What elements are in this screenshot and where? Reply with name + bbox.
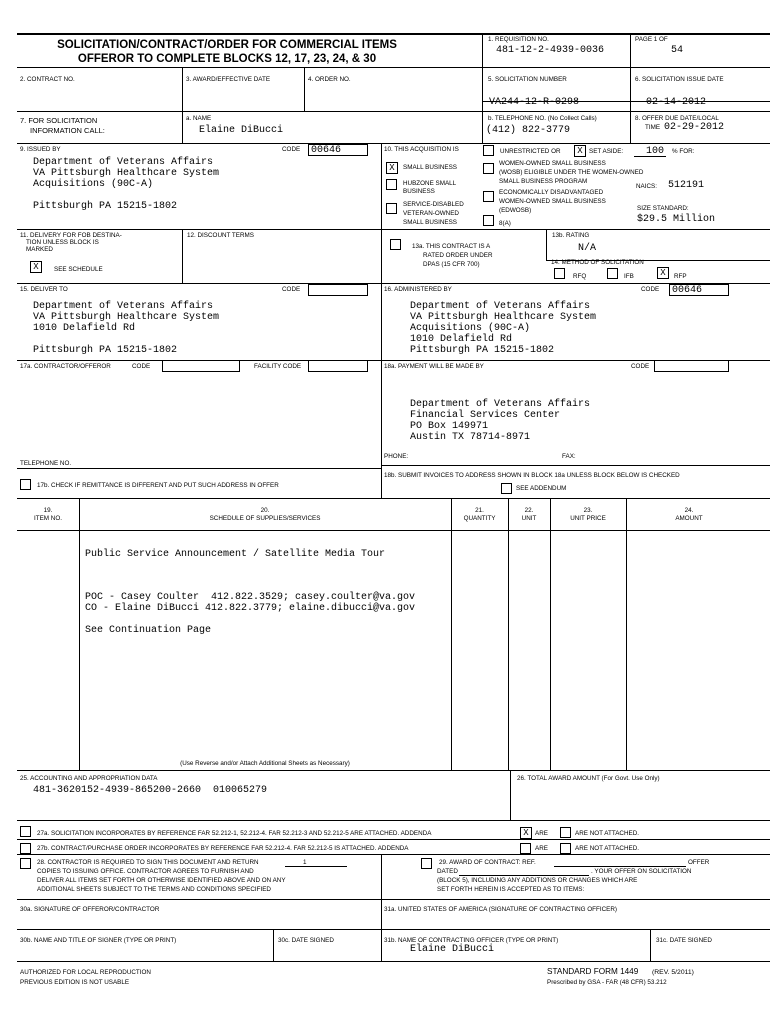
edwosb-label-3: (EDWOSB): [499, 207, 532, 214]
unrestricted-checkbox[interactable]: [483, 145, 494, 156]
rfq-label: RFQ: [573, 273, 587, 280]
small-business-checkbox[interactable]: X: [386, 162, 398, 174]
facility-code-label: FACILITY CODE: [254, 363, 302, 370]
page-count-value: 54: [671, 45, 684, 56]
clause-29-line4: SET FORTH HEREIN IS ACCEPTED AS TO ITEMS:: [437, 886, 585, 893]
clause-28-copies: 1: [303, 859, 307, 866]
clause-27a-checkbox[interactable]: [20, 826, 31, 837]
payment-line1: Department of Veterans Affairs: [410, 399, 591, 410]
rule: [381, 465, 770, 466]
clause-29-label: 29. AWARD OF CONTRACT: REF.: [439, 859, 536, 866]
ifb-label: IFB: [624, 273, 634, 280]
issued-by-line3: Acquisitions (90C-A): [33, 179, 154, 190]
issued-by-line5: Pittsburgh PA 15215-1802: [33, 201, 178, 212]
pct-for-label: % FOR:: [672, 148, 695, 155]
footer-prescribed: Prescribed by GSA - FAR (48 CFR) 53.212: [547, 979, 667, 986]
clause-29-line3: (BLOCK 5), INCLUDING ANY ADDITIONS OR CHANGES WHICH ARE: [437, 877, 638, 884]
rule: [482, 33, 483, 143]
naics-label: NAICS:: [636, 183, 657, 190]
issued-by-code-value: 00646: [308, 144, 368, 156]
offer-due-label: 8. OFFER DUE DATE/LOCAL: [635, 115, 719, 122]
clause-27a-label: 27a. SOLICITATION INCORPORATES BY REFERENCE FAR 52.212-1, 52.212-4. FAR 52.212-3 AND 52.212-5 ARE ATTACHED. ADDENDA: [37, 830, 432, 837]
clause-28-line3: DELIVER ALL ITEMS SET FORTH OR OTHERWISE IDENTIFIED ABOVE AND ON ANY: [37, 877, 286, 884]
clause-27a-are-not-checkbox[interactable]: [560, 827, 571, 838]
rule: [79, 498, 80, 770]
edwosb-label: ECONOMICALLY DISADVANTAGED: [499, 189, 604, 196]
unrestricted-label: UNRESTRICTED OR: [500, 148, 561, 155]
eight-a-label: 8(A): [499, 220, 511, 227]
col20-num: 20.: [260, 507, 270, 514]
sf1449-form: [17, 33, 770, 986]
rule: [550, 498, 551, 770]
delivery-fob-label: 11. DELIVERY FOR FOB DESTINA-: [20, 232, 122, 239]
clause-28-line4: ADDITIONAL SHEETS SUBJECT TO THE TERMS AND CONDITIONS SPECIFIED: [37, 886, 271, 893]
administered-by-code-label: CODE: [641, 286, 660, 293]
clause-29-your-offer-label: . YOUR OFFER ON SOLICITATION: [591, 868, 692, 875]
issue-date-value: 02-14-2012: [646, 97, 707, 108]
ifb-checkbox[interactable]: [607, 268, 618, 279]
total-award-label: 26. TOTAL AWARD AMOUNT (For Govt. Use Only): [517, 775, 660, 782]
issued-by-line1: Department of Veterans Affairs: [33, 157, 214, 168]
footer-revision: (REV. 5/2011): [652, 969, 694, 976]
for-solicitation-label: 7. FOR SOLICITATION: [20, 116, 98, 125]
contractor-code-value: [162, 360, 240, 372]
rfp-label: RFP: [674, 273, 687, 280]
wosb-checkbox[interactable]: [483, 163, 494, 174]
schedule-line8: See Continuation Page: [85, 625, 212, 636]
administered-by-line3: Acquisitions (90C-A): [410, 323, 531, 334]
clause-29-ref-line: [554, 866, 686, 867]
issued-by-code-label: CODE: [282, 146, 301, 153]
clause-27a-are-label: ARE: [535, 830, 548, 837]
information-call-label: INFORMATION CALL:: [30, 126, 105, 135]
discount-terms-label: 12. DISCOUNT TERMS: [187, 232, 254, 239]
eight-a-checkbox[interactable]: [483, 215, 494, 226]
date-signed-31c-label: 31c. DATE SIGNED: [656, 937, 712, 944]
rule: [630, 33, 631, 143]
clause-27b-are-not-label: ARE NOT ATTACHED.: [575, 845, 640, 852]
clause-28-copies-line: [285, 866, 347, 867]
rule: [17, 143, 770, 144]
rule: [17, 839, 770, 840]
rfp-checkbox[interactable]: X: [657, 267, 669, 279]
hubzone-checkbox[interactable]: [386, 179, 397, 190]
rule: [182, 67, 183, 143]
clause-27b-are-not-checkbox[interactable]: [560, 843, 571, 854]
remittance-checkbox[interactable]: [20, 479, 31, 490]
payment-line4: Austin TX 78714-8971: [410, 432, 531, 443]
hubzone-label: HUBZONE SMALL: [403, 180, 457, 187]
wosb-label-2: (WOSB) ELIGIBLE UNDER THE WOMEN-OWNED: [499, 169, 644, 176]
edwosb-label-2: WOMEN-OWNED SMALL BUSINESS: [499, 198, 606, 205]
date-signed-30c-label: 30c. DATE SIGNED: [278, 937, 334, 944]
deliver-to-line3: 1010 Delafield Rd: [33, 323, 136, 334]
award-date-label: 3. AWARD/EFFECTIVE DATE: [186, 76, 271, 83]
telephone-no-label: TELEPHONE NO.: [20, 460, 72, 467]
contract-no-label: 2. CONTRACT NO.: [20, 76, 75, 83]
deliver-to-code-value: [308, 284, 368, 296]
clause-29-dated-label: DATED: [437, 868, 458, 875]
clause-27a-are-checkbox[interactable]: X: [520, 827, 532, 839]
col19-label: ITEM NO.: [34, 515, 62, 522]
top-border: [17, 33, 770, 35]
payment-label: 18a. PAYMENT WILL BE MADE BY: [384, 363, 484, 370]
rule: [508, 498, 509, 770]
rated-order-label-3: DPAS (15 CFR 700): [423, 261, 480, 268]
issue-date-label: 6. SOLICITATION ISSUE DATE: [635, 76, 724, 83]
form-title-line2: OFFEROR TO COMPLETE BLOCKS 12, 17, 23, 24, & 30: [77, 53, 377, 65]
accounting-label: 25. ACCOUNTING AND APPROPRIATION DATA: [20, 775, 158, 782]
rule: [381, 143, 382, 498]
contracting-officer-value: Elaine DiBucci: [410, 944, 495, 955]
wosb-label-3: SMALL BUSINESS PROGRAM: [499, 178, 588, 185]
telephone-value: (412) 822-3779: [486, 125, 571, 136]
wosb-label: WOMEN-OWNED SMALL BUSINESS: [499, 160, 606, 167]
payment-line3: PO Box 149971: [410, 421, 489, 432]
clause-27b-are-checkbox[interactable]: [520, 843, 531, 854]
sdvosb-checkbox[interactable]: [386, 203, 397, 214]
footer-previous-edition: PREVIOUS EDITION IS NOT USABLE: [20, 979, 130, 986]
edwosb-checkbox[interactable]: [483, 191, 494, 202]
naics-value: 512191: [668, 180, 705, 191]
schedule-line5: POC - Casey Coulter 412.822.3529; casey.coulter@va.gov: [85, 592, 416, 603]
rated-order-checkbox[interactable]: [390, 239, 401, 250]
rule: [17, 899, 770, 900]
clause-29-checkbox[interactable]: [421, 858, 432, 869]
footer-form-name: STANDARD FORM 1449: [547, 967, 639, 976]
name-label: a. NAME: [186, 115, 212, 122]
col20-label: SCHEDULE OF SUPPLIES/SERVICES: [209, 515, 321, 522]
method-label: 14. METHOD OF SOLICITATION: [551, 259, 644, 266]
set-aside-checkbox[interactable]: X: [574, 145, 586, 157]
col23-label: UNIT PRICE: [570, 515, 606, 522]
hubzone-label-2: BUSINESS: [403, 188, 435, 195]
reverse-note: (Use Reverse and/or Attach Additional Sheets as Necessary): [180, 760, 350, 767]
telephone-label: b. TELEPHONE NO. (No Collect Calls): [488, 115, 597, 122]
signature-30a-label: 30a. SIGNATURE OF OFFEROR/CONTRACTOR: [20, 906, 160, 913]
rule: [17, 498, 770, 499]
deliver-to-line1: Department of Veterans Affairs: [33, 301, 214, 312]
col19-num: 19.: [43, 507, 53, 514]
clause-28-label: 28. CONTRACTOR IS REQUIRED TO SIGN THIS DOCUMENT AND RETURN: [37, 859, 259, 866]
rule: [17, 929, 770, 930]
name-value: Elaine DiBucci: [199, 125, 284, 136]
deliver-to-label: 15. DELIVER TO: [20, 286, 68, 293]
deliver-to-line2: VA Pittsburgh Healthcare System: [33, 312, 220, 323]
administered-by-line5: Pittsburgh PA 15215-1802: [410, 345, 555, 356]
clause-27a-are-not-label: ARE NOT ATTACHED.: [575, 830, 640, 837]
delivery-fob-label-2: TION UNLESS BLOCK IS: [26, 239, 99, 246]
remittance-label: 17b. CHECK IF REMITTANCE IS DIFFERENT AND PUT SUCH ADDRESS IN OFFER: [37, 482, 279, 489]
facility-code-value: [308, 360, 368, 372]
sdvosb-label-2: VETERAN-OWNED: [403, 210, 459, 217]
rule: [546, 229, 547, 260]
time-label: TIME: [645, 124, 661, 131]
schedule-line6: CO - Elaine DiBucci 412.822.3779; elaine.dibucci@va.gov: [85, 603, 416, 614]
rule: [273, 929, 274, 961]
rule: [304, 67, 305, 111]
offer-due-value: 02-29-2012: [664, 122, 725, 133]
clause-27b-label: 27b. CONTRACT/PURCHASE ORDER INCORPORATES BY REFERENCE FAR 52.212-4. FAR 52.212-5 IS ATTACHED. ADDENDA: [37, 845, 409, 852]
contracting-officer-label: 31b. NAME OF CONTRACTING OFFICER (TYPE OR PRINT): [384, 937, 559, 944]
administered-by-line1: Department of Veterans Affairs: [410, 301, 591, 312]
rule: [17, 67, 770, 68]
set-aside-pct-line: [634, 156, 666, 157]
payment-code-value: [654, 360, 729, 372]
contractor-code-label: CODE: [132, 363, 151, 370]
rating-value: N/A: [578, 243, 597, 254]
col22-num: 22.: [524, 507, 534, 514]
rfq-checkbox[interactable]: [554, 268, 565, 279]
sdvosb-label-3: SMALL BUSINESS: [403, 219, 458, 226]
page-label: PAGE 1 OF: [635, 36, 668, 43]
see-schedule-checkbox[interactable]: X: [30, 261, 42, 273]
set-aside-pct-value: 100: [646, 146, 665, 157]
fax-label: FAX:: [562, 453, 576, 460]
col23-num: 23.: [583, 507, 593, 514]
size-standard-label: SIZE STANDARD:: [637, 205, 689, 212]
invoice-label: 18b. SUBMIT INVOICES TO ADDRESS SHOWN IN BLOCK 18a UNLESS BLOCK BELOW IS CHECKED: [384, 472, 680, 479]
rule: [182, 229, 183, 283]
order-no-label: 4. ORDER NO.: [308, 76, 351, 83]
rule: [17, 820, 770, 821]
see-schedule-label: SEE SCHEDULE: [54, 266, 103, 273]
solicitation-no-label: 5. SOLICITATION NUMBER: [488, 76, 567, 83]
clause-28-checkbox[interactable]: [20, 858, 31, 869]
col21-num: 21.: [475, 507, 484, 514]
col24-label: AMOUNT: [675, 515, 703, 522]
col21-label: QUANTITY: [463, 515, 496, 522]
contractor-label: 17a. CONTRACTOR/OFFEROR: [20, 363, 111, 370]
clause-29-dated-line: [459, 875, 589, 876]
col24-num: 24.: [684, 507, 694, 514]
signature-31a-label: 31a. UNITED STATES OF AMERICA (SIGNATURE OF CONTRACTING OFFICER): [384, 906, 618, 913]
rule: [17, 530, 770, 531]
rule: [17, 854, 770, 855]
signer-name-label: 30b. NAME AND TITLE OF SIGNER (TYPE OR PRINT): [20, 937, 177, 944]
small-business-label: SMALL BUSINESS: [403, 164, 458, 171]
accounting-value: 481-3620152-4939-865200-2660 010065279: [33, 785, 268, 796]
size-standard-value: $29.5 Million: [637, 214, 716, 225]
rule: [381, 854, 382, 961]
rule: [17, 468, 381, 469]
rating-label: 13b. RATING: [552, 232, 590, 239]
rule: [17, 283, 770, 284]
rule: [17, 229, 770, 230]
set-aside-label: SET ASIDE:: [589, 148, 624, 155]
administered-by-code-value: 00646: [669, 284, 729, 296]
rated-order-label-2: RATED ORDER UNDER: [423, 252, 493, 259]
rule: [626, 498, 627, 770]
clause-27b-checkbox[interactable]: [20, 843, 31, 854]
rule: [17, 961, 770, 962]
sdvosb-label: SERVICE-DISABLED: [403, 201, 464, 208]
solicitation-no-value: VA244-12-R-0298: [489, 97, 580, 108]
administered-by-line2: VA Pittsburgh Healthcare System: [410, 312, 597, 323]
see-addendum-checkbox[interactable]: [501, 483, 512, 494]
rated-order-label: 13a. THIS CONTRACT IS A: [412, 243, 491, 250]
phone-label: PHONE:: [384, 453, 409, 460]
deliver-to-code-label: CODE: [282, 286, 301, 293]
payment-code-label: CODE: [631, 363, 650, 370]
clause-27b-are-label: ARE: [535, 845, 548, 852]
delivery-fob-label-3: MARKED: [26, 246, 53, 253]
deliver-to-line5: Pittsburgh PA 15215-1802: [33, 345, 178, 356]
clause-28-line2: COPIES TO ISSUING OFFICE. CONTRACTOR AGREES TO FURNISH AND: [37, 868, 254, 875]
rule: [17, 111, 770, 112]
administered-by-label: 16. ADMINISTERED BY: [384, 286, 452, 293]
rule: [451, 498, 452, 770]
administered-by-line4: 1010 Delafield Rd: [410, 334, 513, 345]
issued-by-line2: VA Pittsburgh Healthcare System: [33, 168, 220, 179]
rule: [650, 929, 651, 961]
clause-29-offer-label: OFFER: [688, 859, 710, 866]
requisition-value: 481-12-2-4939-0036: [496, 45, 605, 56]
acquisition-label: 10. THIS ACQUISITION IS: [384, 146, 459, 153]
schedule-line1: Public Service Announcement / Satellite Media Tour: [85, 549, 386, 560]
col22-label: UNIT: [521, 515, 537, 522]
see-addendum-label: SEE ADDENDUM: [516, 485, 567, 492]
rule: [510, 770, 511, 820]
requisition-label: 1. REQUISITION NO.: [488, 36, 549, 43]
footer-authorized: AUTHORIZED FOR LOCAL REPRODUCTION: [20, 969, 151, 976]
issued-by-label: 9. ISSUED BY: [20, 146, 61, 153]
rule: [17, 770, 770, 771]
form-title-line1: SOLICITATION/CONTRACT/ORDER FOR COMMERCIAL ITEMS: [57, 39, 397, 51]
payment-line2: Financial Services Center: [410, 410, 561, 421]
